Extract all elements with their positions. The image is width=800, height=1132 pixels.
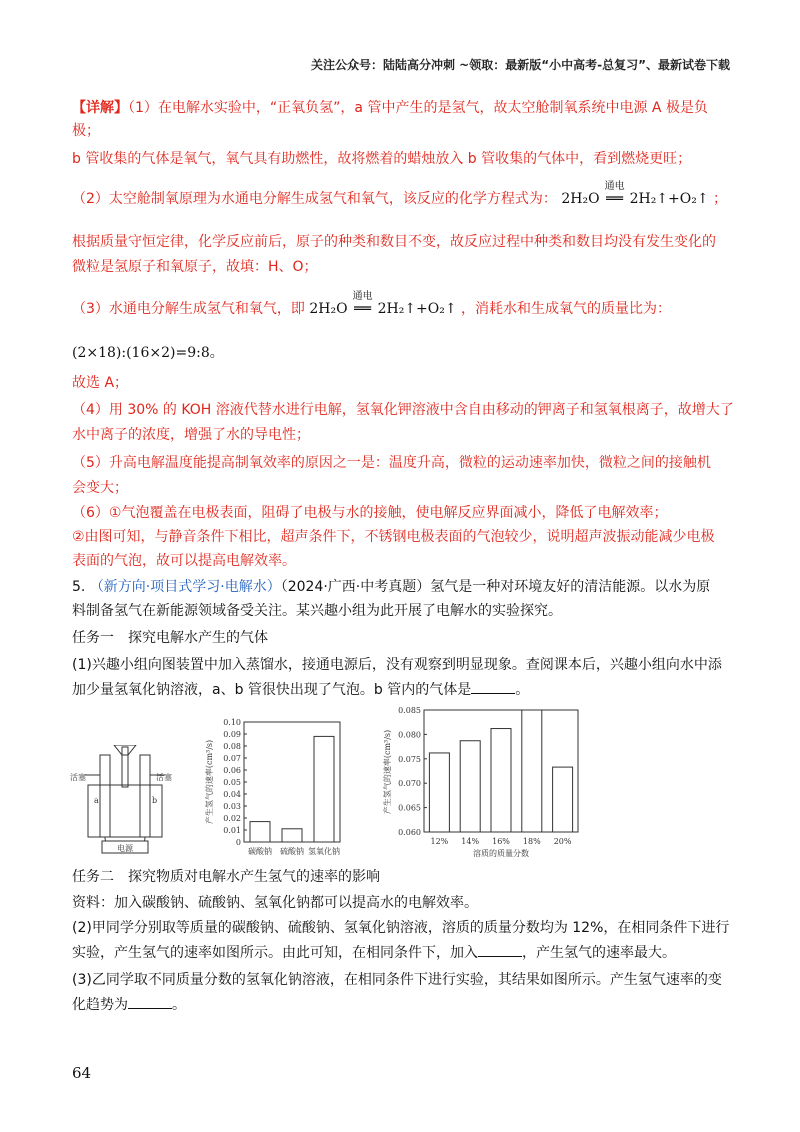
c1-tick-label: 0.02 bbox=[223, 814, 241, 823]
chart-substance-rate bbox=[200, 712, 350, 862]
answer-text-5-pre: （3）水通电分解生成氢气和氧气，即 bbox=[72, 301, 305, 317]
answer-text-9: （6）①气泡覆盖在电极表面，阻碍了电极与水的接触，使电解反应界面减小，降低了电解效率； bbox=[72, 505, 668, 521]
question-1b: 加少量氢氧化钠溶液，a、b 管很快出现了气泡。b 管内的气体是 bbox=[72, 682, 472, 698]
info-text: 资料：加入碳酸钠、硫酸钠、氢氧化钠都可以提高水的电解效率。 bbox=[72, 895, 478, 911]
c2-bar bbox=[429, 753, 449, 832]
task-2-title: 任务二 探究物质对电解水产生氢气的速率的影响 bbox=[72, 869, 380, 885]
c2-bar bbox=[522, 710, 542, 832]
chart1-y-ticks bbox=[223, 718, 247, 847]
c1-tick-label: 0.07 bbox=[223, 754, 241, 763]
question-stem-b: 料制备氢气在新能源领域备受关注。某兴趣小组为此开展了电解水的实验探究。 bbox=[72, 603, 562, 619]
answer-text-3: （2）太空舱制氧原理为水通电分解生成氢气和氧气，该反应的化学方程式为： bbox=[72, 191, 557, 207]
c1-bar bbox=[250, 822, 270, 842]
answer-text-10a: ②由图可知，与静音条件下相比，超声条件下，不锈钢电极表面的气泡较少，说明超声波振动能减少电极 bbox=[72, 529, 715, 545]
c2-tick-label: 0.080 bbox=[398, 730, 421, 740]
equation-2 bbox=[309, 291, 461, 317]
equation-2-left: 2H₂O bbox=[309, 301, 348, 317]
c2-bar bbox=[460, 741, 480, 832]
equation-2-condition: 通电 bbox=[352, 291, 373, 302]
answer-text-6: 故选 A； bbox=[72, 375, 129, 391]
label-a: a bbox=[94, 796, 99, 805]
electrolysis-apparatus bbox=[70, 745, 180, 855]
answer-blank-3[interactable] bbox=[128, 994, 172, 1009]
chart1-bars bbox=[250, 736, 334, 842]
answer-paragraph-1 bbox=[72, 97, 727, 119]
c2-bar bbox=[553, 767, 573, 832]
c2-category-label: 16% bbox=[492, 837, 510, 846]
detail-tag: 【详解】 bbox=[72, 100, 128, 116]
question-3c: 。 bbox=[172, 997, 186, 1013]
answer-text-10b: 表面的气泡，故可以提高电解效率。 bbox=[72, 553, 296, 569]
c1-bar bbox=[282, 829, 302, 842]
answer-text-8b: 会变大； bbox=[72, 480, 128, 496]
c1-tick-label: 0.08 bbox=[223, 742, 241, 751]
question-2b: 实验，产生氢气的速率如图所示。由此可知，在相同条件下，加入 bbox=[72, 945, 478, 961]
question-tag: （新方向·项目式学习·电解水） bbox=[89, 579, 281, 595]
label-power: 电源 bbox=[117, 844, 133, 853]
mass-ratio: (2×18):(16×2)=9:8 bbox=[72, 345, 210, 361]
chart2-xlabel: 溶质的质量分数 bbox=[473, 849, 529, 858]
mass-ratio-line bbox=[72, 342, 224, 364]
c2-tick-label: 0.070 bbox=[398, 779, 421, 789]
chart2-ylabel: 产生氢气的速率(cm³/s) bbox=[383, 729, 392, 815]
answer-text-7a: （4）用 30% 的 KOH 溶液代替水进行电解，氢氧化钾溶液中含自由移动的钾离子和氢氧根离子，故增大了 bbox=[72, 402, 734, 418]
apparatus-trough bbox=[88, 785, 162, 837]
question-source: （2024·广西·中考真题） bbox=[280, 579, 431, 595]
chart2-y-ticks bbox=[398, 706, 427, 837]
answer-text-4a: 根据质量守恒定律，化学反应前后，原子的种类和数目不变，故反应过程中种类和数目均没有发生变化的 bbox=[72, 234, 716, 250]
question-3a: (3)乙同学取不同质量分数的氢氧化钠溶液，在相同条件下进行实验，其结果如图所示。产生氢气速率的变 bbox=[72, 972, 722, 988]
equation-condition: 通电 bbox=[604, 181, 625, 192]
c1-category-label: 硫酸钠 bbox=[280, 847, 304, 856]
c1-tick-label: 0 bbox=[235, 838, 241, 847]
tube-a bbox=[100, 755, 110, 837]
c2-tick-label: 0.075 bbox=[398, 754, 421, 764]
page-number: 64 bbox=[72, 1064, 92, 1082]
question-3b: 化趋势为 bbox=[72, 997, 128, 1013]
chart1-categories bbox=[248, 846, 340, 856]
c2-tick-label: 0.065 bbox=[398, 803, 421, 813]
c1-tick-label: 0.04 bbox=[223, 790, 241, 799]
answer-blank-2[interactable] bbox=[478, 942, 522, 957]
question-number: 5. bbox=[72, 579, 86, 595]
label-valve-left: 活塞 bbox=[70, 773, 86, 782]
c2-category-label: 18% bbox=[522, 837, 541, 846]
answer-text-4b: 微粒是氢原子和氧原子，故填：H、O； bbox=[72, 259, 318, 275]
c2-category-label: 20% bbox=[553, 837, 572, 846]
chart1-ylabel: 产生氢气的速率(cm³/s) bbox=[205, 739, 214, 825]
equation-2-arrow: 通电 ══ bbox=[348, 298, 378, 320]
question-1a: (1)兴趣小组向图装置中加入蒸馏水，接通电源后，没有观察到明显现象。查阅课本后，兴趣小组向水中添 bbox=[72, 657, 722, 673]
answer-paragraph-3 bbox=[72, 181, 728, 210]
question-1c: 。 bbox=[515, 682, 530, 698]
c2-category-label: 12% bbox=[430, 837, 449, 846]
answer-text-1b: 极； bbox=[72, 123, 100, 139]
answer-blank-1[interactable] bbox=[471, 679, 515, 694]
chart2-categories bbox=[431, 837, 572, 846]
c2-bar bbox=[491, 729, 511, 832]
chart-concentration-rate bbox=[380, 702, 590, 862]
page-header: 关注公众号：陆陆高分冲刺 ~领取：最新版“小中高考-总复习”、最新试卷下载 bbox=[311, 58, 730, 72]
answer-text-8a: （5）升高电解温度能提高制氧效率的原因之一是：温度升高，微粒的运动速率加快，微粒之间的接触机 bbox=[72, 455, 711, 471]
c1-tick-label: 0.09 bbox=[223, 730, 241, 739]
question-stem-a: 氢气是一种对环境友好的清洁能源。以水为原 bbox=[430, 579, 711, 595]
question-5-stem bbox=[72, 576, 710, 598]
funnel-tube bbox=[122, 747, 128, 787]
task-1-title: 任务一 探究电解水产生的气体 bbox=[72, 630, 268, 646]
answer-text-2: b 管收集的气体是氧气，氧气具有助燃性，故将燃着的蜡烛放入 b 管收集的气体中，看到燃烧更旺； bbox=[72, 151, 692, 167]
chart2-bars bbox=[429, 710, 572, 832]
question-1b-line bbox=[72, 679, 529, 701]
mass-ratio-end: 。 bbox=[209, 345, 224, 361]
label-b: b bbox=[152, 796, 158, 805]
c1-tick-label: 0.01 bbox=[223, 826, 241, 835]
question-2c: ，产生氢气的速率最大。 bbox=[522, 945, 676, 961]
c2-tick-label: 0.085 bbox=[398, 706, 421, 715]
answer-text-5-post: ，消耗水和生成氧气的质量比为： bbox=[461, 301, 672, 317]
c2-category-label: 14% bbox=[461, 837, 480, 846]
c1-tick-label: 0.06 bbox=[223, 766, 241, 775]
c1-tick-label: 0.10 bbox=[223, 718, 241, 727]
equation-left: 2H₂O bbox=[561, 191, 600, 207]
equation-2-right: 2H₂↑+O₂↑ bbox=[377, 301, 457, 317]
c1-tick-label: 0.03 bbox=[223, 802, 241, 811]
equation-arrow: 通电 ══ bbox=[600, 188, 630, 210]
c1-bar bbox=[314, 736, 334, 842]
question-2a: (2)甲同学分别取等质量的碳酸钠、硫酸钠、氢氧化钠溶液，溶质的质量分数均为 12%，在相同条件下进行 bbox=[72, 920, 730, 936]
equation-1 bbox=[561, 181, 713, 207]
c1-category-label: 碳酸钠 bbox=[248, 847, 272, 856]
question-3b-line bbox=[72, 994, 186, 1016]
tube-b bbox=[140, 755, 150, 837]
c2-tick-label: 0.060 bbox=[398, 828, 421, 837]
c1-category-label: 氢氧化钠 bbox=[308, 847, 340, 856]
question-2b-line bbox=[72, 942, 676, 964]
equation-right: 2H₂↑+O₂↑ bbox=[629, 191, 709, 207]
c1-tick-label: 0.05 bbox=[223, 778, 241, 787]
answer-text-7b: 水中离子的浓度，增强了水的导电性； bbox=[72, 427, 310, 443]
answer-text-1a: （1）在电解水实验中，“正氧负氢”，a 管中产生的是氢气，故太空舱制氧系统中电源 A 极是负 bbox=[128, 100, 708, 116]
answer-paragraph-5 bbox=[72, 291, 672, 320]
equation-end: ； bbox=[713, 191, 728, 207]
label-valve-right: 活塞 bbox=[156, 773, 172, 782]
